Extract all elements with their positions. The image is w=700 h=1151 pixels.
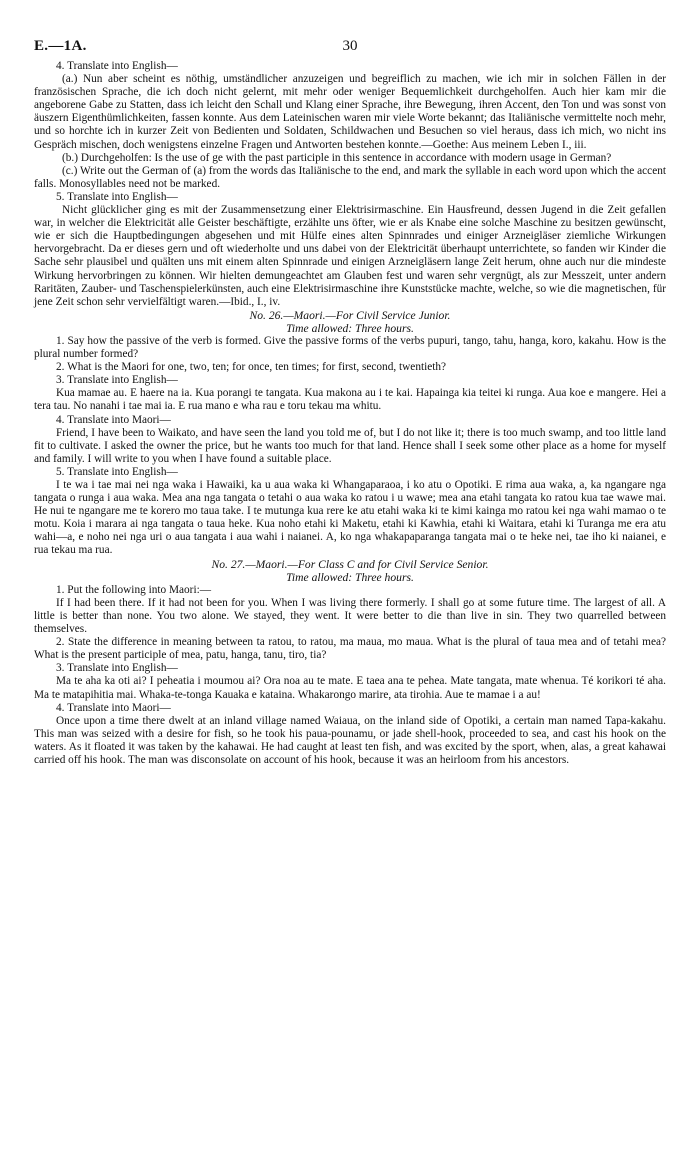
page-number: 30 [342,38,358,54]
time-allowed: Time allowed: Three hours. [286,570,414,584]
question-heading: 4. Translate into Maori— [56,701,171,714]
question-heading: 1. Put the following into Maori:— [56,583,212,596]
question-heading: 3. Translate into English— [56,374,178,387]
document-page [34,38,666,767]
question-heading: 4. Translate into English— [56,60,178,72]
question-heading: 5. Translate into English— [56,465,178,478]
question: 2. What is the Maori for one, two, ten; for once, ten times; for first, second, twentieth? [56,361,447,374]
section-heading-27: No. 27.—Maori.—For Class C and for Civil Service Senior. [211,557,489,571]
german-passage: Nicht glücklicher ging es mit der Zusammensetzung einer Elektrisirmaschine. Ein Hausfreund, dessen Jugend in die Zeit gefallen war, in welcher die Elektricität alle Geister beschäftigte, erzählte uns öfter, wie er als Knabe eine solche Maschine zu besitzen gewünscht, wie er sich die Hauptbedingungen abgesehen und mit Hülfe eines alten Spinnrades und einiger Arzneigläser ziemliche Wirkungen hervorgebracht. Da er dieses gern und oft wiederholte und uns dabei von der Elektricität überhaupt unterrichtete, so fanden wir Kinder die Sache sehr plausibel und quälten uns mit einem alten Spinnrade und einigen Arzneigläsern lange Zeit herum, ohne auch nur die mindeste Wirkung hervorbringen zu können. Wir hielten demungeachtet am Glauben fest und waren sehr vergnügt, als zur Messzeit, unter andern Raritäten, Zauber- und Taschenspielerkünsten, auch eine Elektrisirmaschine ihre Kunststücke machte, welche, so wie die magnetischen, für jene Zeit schon sehr vervielfältigt waren.—Ibid., I., iv. [34,204,666,308]
question: 1. Say how the passive of the verb is formed. Give the passive forms of the verbs pupuri, tango, tahu, hanga, koro, kakahu. How is the plural number formed? [34,334,666,361]
document-body [34,60,666,767]
question-b: (b.) Durchgeholfen: Is the use of ge with the past participle in this sentence in accordance with modern usage in German? [62,151,612,164]
question: 2. State the difference in meaning between ta ratou, to ratou, ma maua, mo maua. What is the plural of taua mea and of tetahi mea? What is the present participle of mea, patu, hanga, tanu, tiro, tia? [34,636,666,662]
maori-passage: Ma te aha ka oti ai? I peheatia i moumou ai? Ora noa au te mate. E taea ana te pehea. Mate tangata, mate whenua. Té korikori té aha. Ma te matapihitia mai. Whaka-te-tonga Kauaka e kataina. Whakarongo marire, ata tirohia. Aue te mamae i a au! [34,675,666,701]
english-passage: Friend, I have been to Waikato, and have seen the land you told me of, but I do not like it; there is too much swamp, and too little land fit to cultivate. I asked the owner the price, but he wants too much for that land. Hence shall I seek some other place as a home for myself and family. I will write to you when I have found a suitable place. [34,426,666,465]
german-passage-a: (a.) Nun aber scheint es nöthig, umständlicher anzuzeigen und begreiflich zu machen, wie ich mir in solchen Fällen in der französischen Sprache, die ich doch nicht gelernt, mit mehr oder weniger Bequemlichkeit durchgeholfen. Auch hier kam mir die angeborene Gabe zu Statten, dass ich leicht den Schall und Klang einer Sprache, ihre Bewegung, ihren Accent, den Ton und was sonst von äuszern Eigenthümlichkeiten, fassen konnte. Aus dem Lateinischen waren mir viele Worte bekannt; das Italiänische vermittelte noch mehr, und so horchte ich in kurzer Zeit von Bedienten und Soldaten, Schildwachen und Besuchen so viel heraus, dass ich mich, wo nicht ins Gespräch mischen, doch wenigstens einzelne Fragen und Antworten bestehen konnte.—Goethe: Aus meinem Leben I., iii. [34,73,666,151]
page-header [34,38,666,60]
section-heading-26: No. 26.—Maori.—For Civil Service Junior. [249,308,451,322]
question-heading: 4. Translate into Maori— [56,413,171,426]
document-reference: E.—1A. [34,38,87,54]
question-c: (c.) Write out the German of (a) from the words das Italiänische to the end, and mark the syllable in each word upon which the accent falls. Monosyllables need not be marked. [34,164,666,190]
maori-passage: I te wa i tae mai nei nga waka i Hawaiki, ka u aua waka ki Whangaparaoa, i ko atu o Opotiki. E rima aua waka, a, ka ngangare nga tangata o runga i aua waka. Mea ana nga tangata o tetahi o aua waka ko ratou i u wawe; mea ana etahi tangata ko ratou kua tae wawe mai. He nui te ngangare me te korero mo taua take. I te mutunga kua rere ke atu etahi waka ki te kimi kainga mo ratou kei nga wahi mamao o te motu. Koia i marara ai nga tangata o taua heke. Kua noho etahi ki Maketu, etahi ki Kawhia, etahi ki Waitara, etahi ki Turanga me era atu wahi—a, e noho nei nga uri o aua tangata i aua wahi i naianei. A, ko nga whakapaparanga tangata mai o te heke nei, tae iho ki naianei, e rua tekau ma rua. [34,479,666,557]
english-passage: If I had been there. If it had not been for you. When I was living there formerly. I shall go at some future time. The largest of all. A little is better than none. You two alone. We stayed, they went. It were better to die than live in sin. They two quarrelled between themselves. [34,596,666,636]
question-heading: 5. Translate into English— [56,190,178,203]
maori-passage: Kua mamae au. E haere na ia. Kua porangi te tangata. Kua makona au i te kai. Hapainga kia teitei ki runga. Aua koe e mangere. Hei a tera tau. No nanahi i tae mai ia. E rua mano e wha rau e toru tekau ma whitu. [34,387,666,413]
english-passage: Once upon a time there dwelt at an inland village named Waiaua, on the inland side of Opotiki, a certain man named Tapa-kakahu. This man was seized with a desire for fish, so he took his paua-pounamu, or jade shell-hook, proceeded to sea, and cast his hook on the waters. As it floated it was taken by the kahawai. He had caught at least ten fish, and was excited by the sport, when, alas, a great kahawai carried off his hook. The man was disconsolate on account of his hook, because it was an heirloom from his ancestors. [34,714,666,766]
question-heading: 3. Translate into English— [56,662,178,675]
time-allowed: Time allowed: Three hours. [286,321,414,335]
